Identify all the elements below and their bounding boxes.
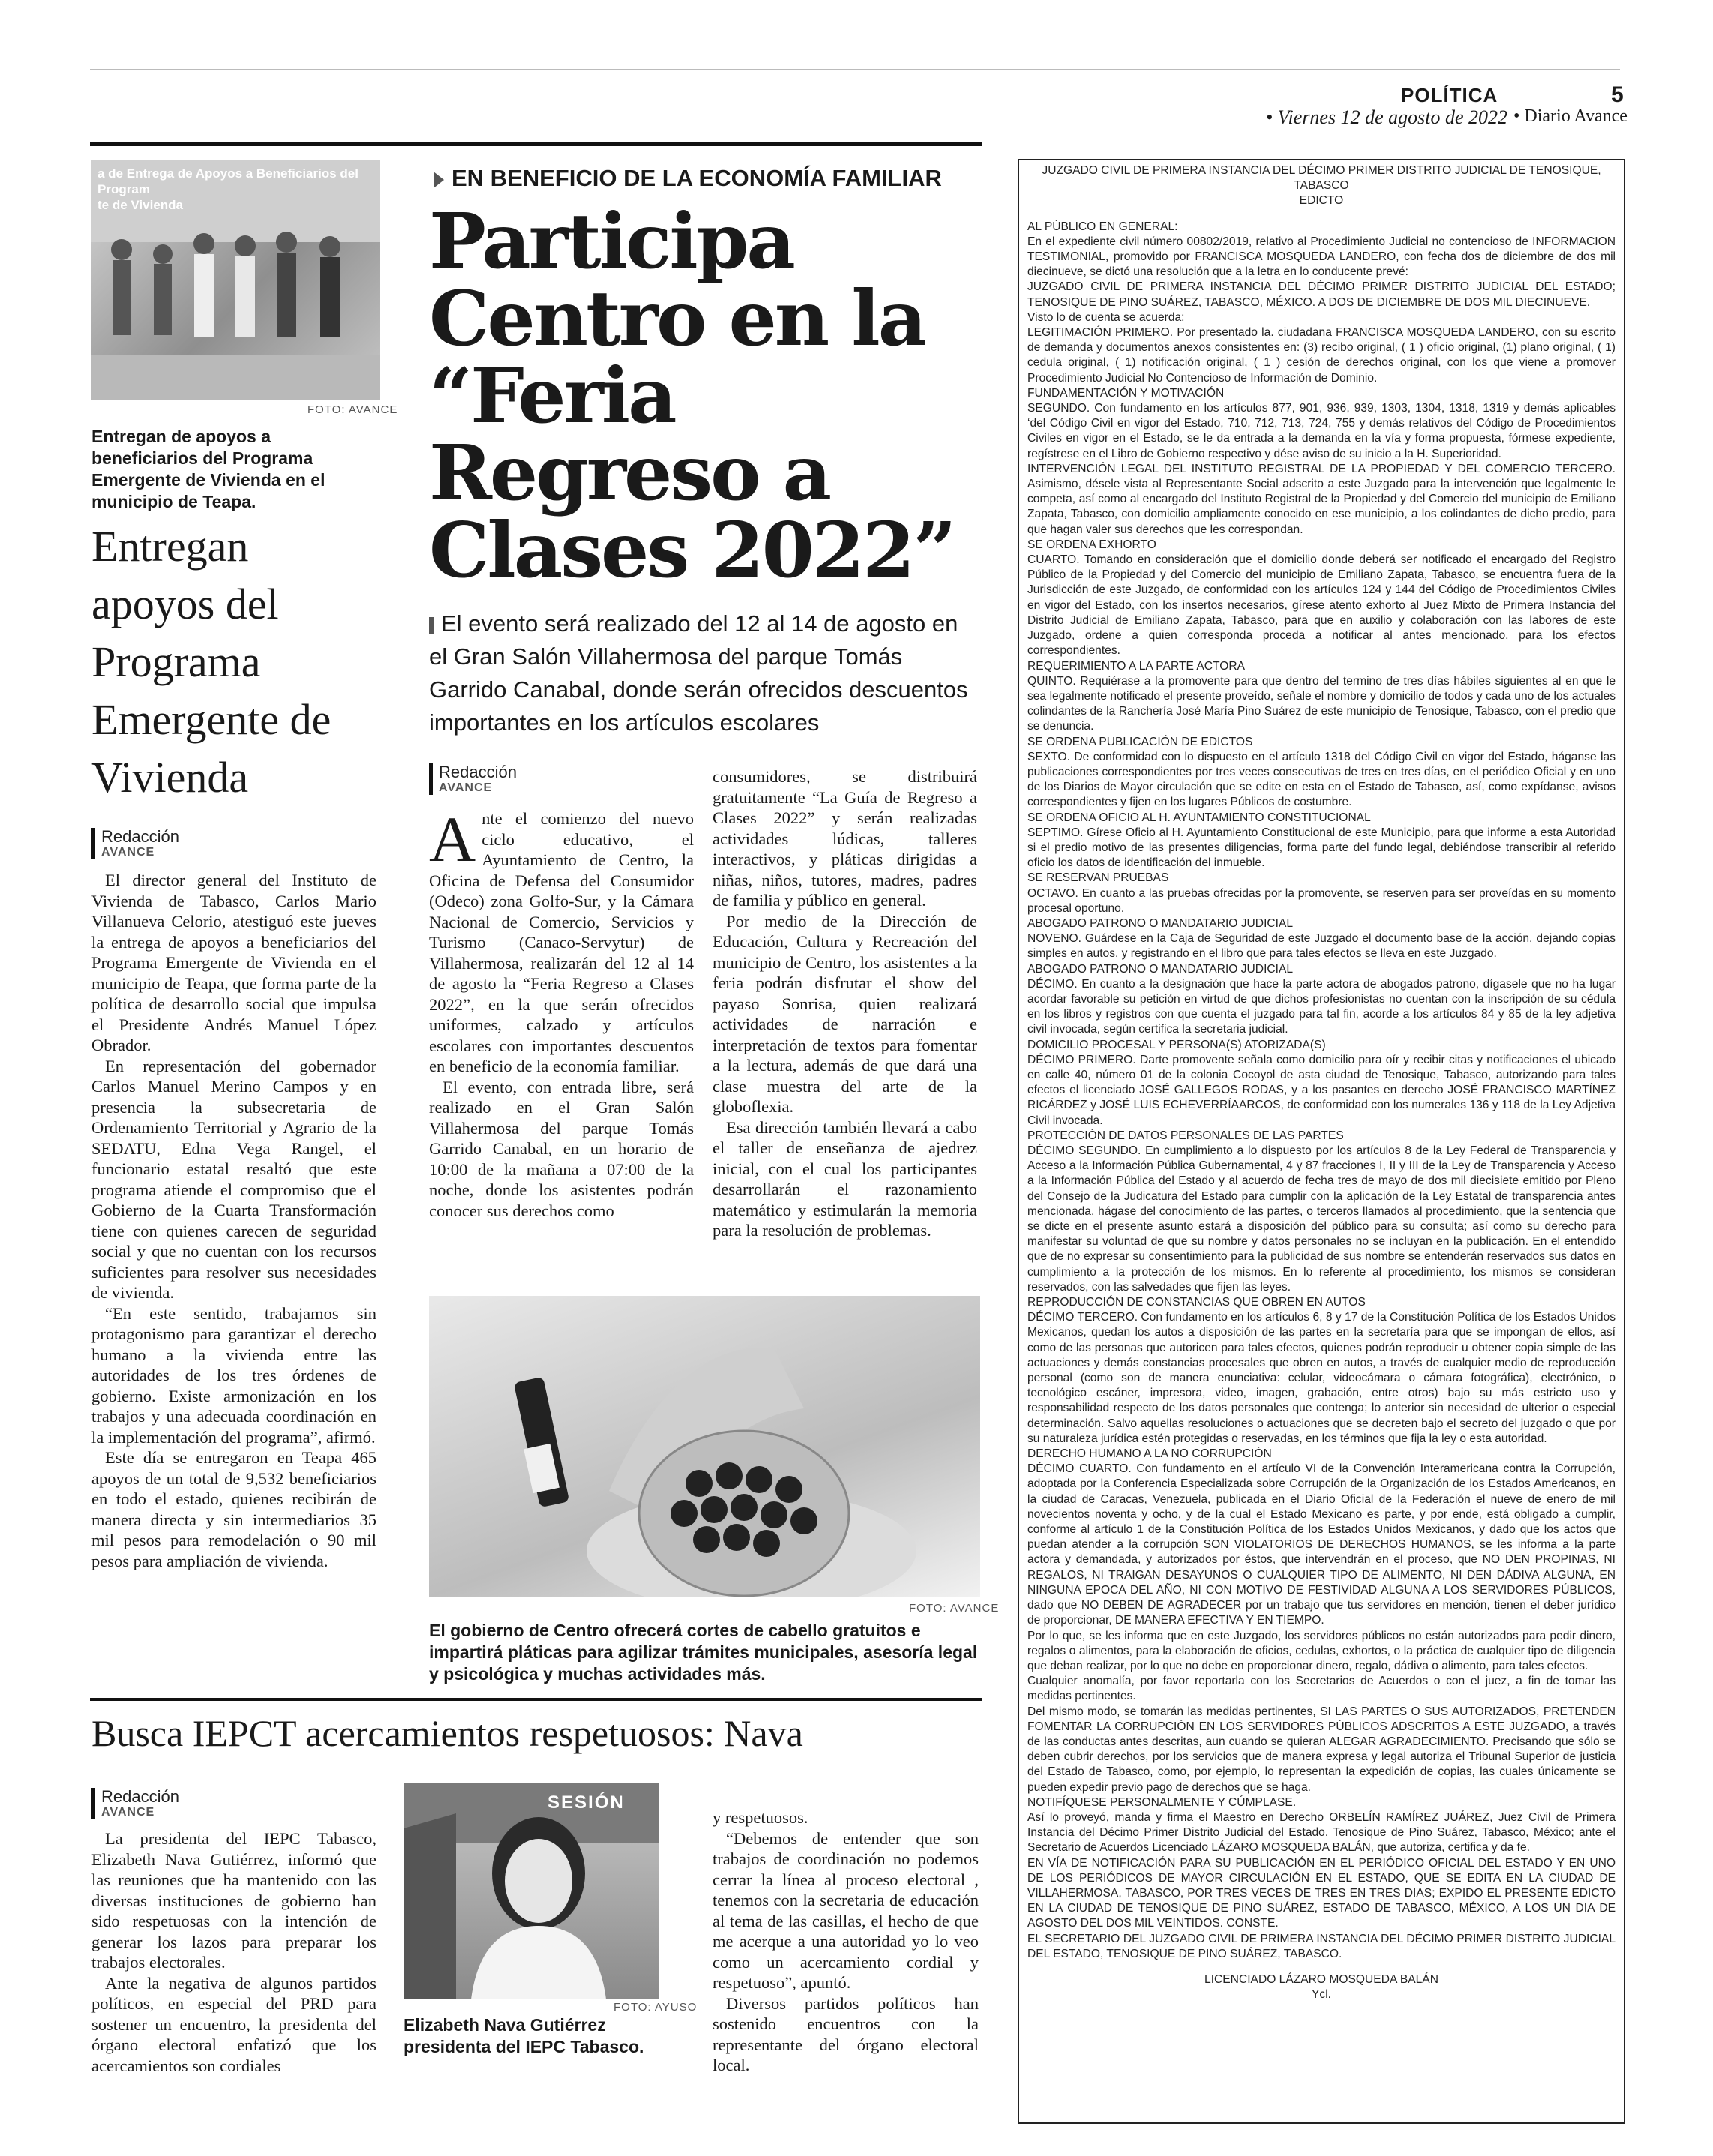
legal-notice-line: DÉCIMO SEGUNDO. En cumplimiento a lo dispuesto por los artículos 8 de la Ley Federal de Transparencia y Acceso a la Información Pública Gubernamental, 4 y 87 fracciones I, II y III de la Ley de Transparencia y Acceso a la Información Pública del Estado y al acuerdo de fecha tres de mayo de dos mil diecisiete emitido por Pleno del Consejo de la Judicatura del Estado para cumplir con la aplicación de la Ley Estatal de transparencia antes mencionada, hágase del conocimiento de las partes, o terceros llamados al procedimiento, que la sentencia que se dicte en el presente asunto estará a disposición del público para su consulta; así como su derecho para manifestar su voluntad de que su nombre y datos personales no se incluyan en la publicación. En el entendido que de no expresar su consentimiento para la publicidad de sus nombre se entenderán reservados sus datos en cumplimiento a la protección de los mismos. En lo referente al procedimiento, los mismos se consideran reservados, con las salvedades que fijen las leyes. [1028, 1144, 1616, 1294]
backdrop-sign: SESIÓN [548, 1792, 625, 1813]
legal-notice-line: EL SECRETARIO DEL JUZGADO CIVIL DE PRIMERA INSTANCIA DEL DÉCIMO PRIMER DISTRITO JUDICIAL DEL ESTADO, TENOSIQUE DE PINO SUÁREZ, TABASCO. [1028, 1932, 1616, 1960]
legal-notice-line: CUARTO. Tomando en consideración que el domicilio donde deberá ser notificado el encargado del Registro Público de la Propiedad y del Comercio del municipio de Emiliano Zapata, Tabasco, se encuentra fuera de la Jurisdicción de este Juzgado, de conformidad con los artículos 124 y 144 del Código de Procedimientos Civiles en vigor del Estado, con los insertos necesarios, gírese atento exhorto al Juez Mixto de Primera Instancia del Distrito Judicial de Emiliano Zapata, Tabasco, para que en auxilio y colaboración con las labores de este Juzgado, ordene a quien corresponda proceda a notificar al antes mencionado, para los efectos correspondientes. [1028, 553, 1616, 658]
bottom-col-2 [712, 1807, 979, 2076]
issue-date: • Viernes 12 de agosto de 2022 [1266, 106, 1508, 128]
crayons-photo [429, 1296, 980, 1597]
byline-name: Redacción [101, 827, 179, 846]
legal-notice-line: DÉCIMO. En cuanto a la designación que hace la parte actora de abogados patrono, dígasele que no ha lugar acordar favorable su petición en virtud de que dichos profesionistas no cuentan con la inscripción de su cédula en los libros y registros con que cuenta el juzgado para tal fin, acorde a los artículos 84 y 85 de la ley adjetiva civil invocada, según certifica la secretaria judicial. [1028, 977, 1616, 1036]
photo-banner-text: a de Entrega de Apoyos a Beneficiarios del Program te de Vivienda [98, 166, 358, 212]
bottom-byline [92, 1788, 179, 1819]
legal-notice-line [1028, 1962, 1616, 1972]
paragraph: El director general del Instituto de Vivienda de Tabasco, Carlos Mario Villanueva Celorio, atestiguó este jueves la entrega de apoyos a beneficiarios del Programa Emergente de Vivienda en el municipio de Teapa, que forma parte de la política de desarrollo social que impulsa el Presidente Andrés Manuel López Obrador. [92, 871, 376, 1054]
photo-credit: FOTO: AYUSO [614, 2001, 698, 2014]
paragraph: En representación del gobernador Carlos Manuel Merino Campos y en presencia la subsecretaria de Ordenamiento Territorial y Agrario de la SEDATU, Edna Vega Rangel, el funcionario estatal resaltó que este programa atiende el compromiso que el Gobierno de la Cuarta Transformación tiene con quienes carecen de seguridad social y que no cuentan con los recursos suficientes para resolver sus necesidades de vivienda. [92, 1056, 376, 1302]
paragraph: y respetuosos. [712, 1808, 808, 1827]
paragraph: Ante la negativa de algunos partidos políticos, en especial del PRD para sostener un encuentro, la presidenta del órgano electoral enfatizó que los acercamientos son cordiales [92, 1973, 376, 2075]
legal-notice-line: SEXTO. De conformidad con lo dispuesto en el artículo 1318 del Código Civil en vigor del Estado, háganse las publicaciones correspondientes por tres veces consecutivas de tres en tres días, en el periódico Oficial y en uno de los Diarios de Mayor circulación que se edite en esta en el Estado de Tabasco, así, como expídanse, avisos correspondientes y fijen en los lugares Públicos de costumbre. [1028, 750, 1616, 809]
page-number: 5 [1611, 82, 1624, 107]
legal-notice-line: NOVENO. Guárdese en la Caja de Seguridad de este Juzgado el documento base de la acción, dejando copias simples en autos, y registrando en el libro que para tales efectos se lleva en este Juzgado. [1028, 932, 1616, 961]
legal-notice-line: DÉCIMO PRIMERO. Darte promovente señala como domicilio para oír y recibir citas y notificaciones el ubicado en calle 40, número 01 de la colonia Cocoyol de asta ciudad de Tenosique, Tabasco, autorizando para tales efectos el licenciado JOSÉ GALLEGOS RODAS, y a los pasantes en derecho JOSÉ FRANCISCO MARTÍNEZ RICÁRDEZ y JOSÉ LUIS ECHEVERRÍAARCOS, de conformidad con los numerales 136 y 118 de la Ley Adjetiva Civil invocada. [1028, 1053, 1616, 1127]
legal-notice-line: NOTIFÍQUESE PERSONALMENTE Y CÚMPLASE. [1028, 1795, 1297, 1809]
legal-notice-line: REPRODUCCIÓN DE CONSTANCIAS QUE OBREN EN AUTOS [1028, 1296, 1366, 1309]
main-col-1 [429, 803, 694, 1221]
main-col-2 [712, 766, 977, 1241]
main-byline [429, 763, 517, 795]
byline-tag: AVANCE [101, 1806, 155, 1819]
legal-notice-line: Así lo proveyó, manda y firma el Maestro en Derecho ORBELÍN RAMÍREZ JUÁREZ, Juez Civil de Primera Instancia del Décimo Primer Distrito Judicial del Estado. Tenosique de Pino Suárez, Tabasco, México; ante el Secretario de Acuerdos Licenciado LÁZARO MOSQUEDA BALÁN, que autoriza, certifica y da fe. [1028, 1810, 1616, 1855]
bottom-rule [90, 1698, 982, 1701]
legal-notice-line: DOMICILIO PROCESAL Y PERSONA(S) ATORIZADA(S) [1028, 1038, 1326, 1051]
legal-notice-line: REQUERIMIENTO A LA PARTE ACTORA [1028, 659, 1246, 673]
photo-credit: FOTO: AVANCE [909, 1602, 1000, 1615]
legal-notice-line: Cualquier anomalía, por favor reportarla con los Secretarios de Acuerdos o con el juez, a fin de tomar las medidas pertinentes. [1028, 1675, 1616, 1703]
legal-notice-line: FUNDAMENTACIÓN Y MOTIVACIÓN [1028, 386, 1225, 400]
legal-notice-line: En el expediente civil número 00802/2019, relativo al Procedimiento Judicial no contencioso de INFORMACION TESTIMONIAL, promovido por FRANCISCA MOSQUEDA LANDERO, con fecha dos de diciembre de dos mil diecinueve, se dictó una resolución que a la letra en lo conducente prevé: [1028, 235, 1616, 279]
housing-event-photo [92, 160, 380, 400]
legal-notice-line: JUZGADO CIVIL DE PRIMERA INSTANCIA DEL DÉCIMO PRIMER DISTRITO JUDICIAL DE TENOSIQUE, TABASCO [1042, 164, 1601, 193]
legal-notice-line: AL PÚBLICO EN GENERAL: [1028, 220, 1178, 233]
byline-name: Redacción [101, 1787, 179, 1806]
legal-notice-line: Ycl. [1312, 1988, 1331, 2002]
legal-notice-line: SE RESERVAN PRUEBAS [1028, 871, 1169, 885]
left-headline: Entregan apoyos del Programa Emergente de Vivienda [92, 522, 332, 802]
paragraph: El evento, con entrada libre, será realizado en el Gran Salón Villahermosa del parque Tomás Garrido Canabal, en un horario de 10:00 de la mañana a 07:00 de la noche, donde los asistentes podrán conocer sus derechos como [429, 1077, 694, 1220]
legal-notice-line: DÉCIMO CUARTO. Con fundamento en el artículo VI de la Convención Interamericana contra la Corrupción, adoptada por la Conferencia Especializada sobre Corrupción de la Organización de los Estados Americanos, en la ciudad de Caracas, Venezuela, publicada en el Diario Oficial de la Federación el nueve de enero de mil novecientos noventa y ocho, y de la cual el Estado Mexicano es parte, y por ende, está obligado a cumplir, conforme al artículo 1 de la Constitución Política de los Estados Unidos Mexicanos, y dado que los actos que puedan atender a la corrupción SON VIOLATORIOS DE DERECHOS HUMANOS, se les informa a la parte actora y demandada, y autorizados por éstos, que intervendrán en el proceso, que NO DEN PROPINAS, NI REGALOS, NI TRAIGAN DESAYUNOS O CUALQUIER TIPO DE ALIMENTO, NI DEN DÁDIVA ALGUNA, EN NINGUNA EPOCA DEL AÑO, NI CON MOTIVO DE FESTIVIDAD ALGUNA A LOS SERVIDORES PÚBLICOS, dado que NO DEBEN DE AGRADECER por un trabajo que tus servidores en mención, tienen el deber jurídico de proporcionar, DE MANERA EFECTIVA Y EN TIEMPO. [1028, 1462, 1616, 1627]
top-rule [90, 69, 1620, 70]
legal-notice-line: JUZGADO CIVIL DE PRIMERA INSTANCIA DEL DÉCIMO PRIMER DISTRITO JUDICIAL DEL ESTADO; TENOSIQUE DE PINO SUÁREZ, TABASCO, MÉXICO. A DOS DE DICIEMBRE DE DOS MIL DIECINUEVE. [1028, 280, 1616, 309]
section-rule [90, 142, 982, 146]
bottom-headline: Busca IEPCT acercamientos respetuosos: Nava [92, 1712, 803, 1754]
subdeck [429, 607, 976, 739]
legal-notice-line: EN VÍA DE NOTIFICACIÓN PARA SU PUBLICACIÓN EN EL PERIÓDICO OFICIAL DEL ESTADO Y EN UNO DE LOS PERIÓDICOS DE MAYOR CIRCULACIÓN EN EL ESTADO, QUE SE EDITA EN LA CIUDAD DE VILLAHERMOSA, TABASCO, POR TRES VECES DE TRES EN TRES DIAS; EXPIDO EL PRESENTE EDICTO EN LA CIUDAD DE TENOSIQUE DE PINO SUÁREZ, ESTADO DE TABASCO, MÉXICO, A LOS UN DIA DE AGOSTO DEL DOS MIL VEINTIDOS. CONSTE. [1028, 1856, 1616, 1930]
paragraph: Diversos partidos políticos han sostenido encuentros con la representante del órgano electoral local. [712, 1993, 979, 2074]
left-body [92, 870, 376, 1571]
photo-caption: El gobierno de Centro ofrecerá cortes de cabello gratuitos e impartirá pláticas para agilizar trámites municipales, asesoría legal y psicológica y muchas actividades más. [429, 1621, 978, 1684]
byline-tag: AVANCE [439, 781, 493, 794]
legal-notice-line: QUINTO. Requiérase a la promovente para que dentro del termino de tres días hábiles siguientes al en que le sea legalmente notificado el presente proveído, señale el nombre y domicilio de todos y cada uno de los actuales colindantes de la Ranchería José María Pino Suárez de este municipio de Tenosique, Tabasco, con el predio que se denuncia. [1028, 674, 1616, 733]
nava-portrait-photo [404, 1783, 658, 1999]
photo-caption: Entregan de apoyos a beneficiarios del Programa Emergente de Vivienda en el municipio de Teapa. [92, 427, 326, 511]
legal-notice-line: SEPTIMO. Gírese Oficio al H. Ayuntamiento Constitucional de este Municipio, para que informe a esta Autoridad si el predio motivo de las presentes diligencias, forma parte del fundo legal, debiéndose transcribir al referido oficio los datos de identificación del inmueble. [1028, 826, 1616, 870]
left-byline [92, 828, 179, 859]
paper-name: • Diario Avance [1514, 106, 1628, 126]
legal-notice-line: Del mismo modo, se tomarán las medidas pertinentes, SI LAS PARTES O SUS AUTORIZADOS, PRETENDEN FOMENTAR LA CORRUPCIÓN EN LOS SERVIDORES PÚBLICOS ADSCRITOS A ESTE JUZGADO, a través de las conductas antes descritas, aun cuando se quieran ALEGAR AGRADECIMIENTO. Precisando que sólo se deben cubrir derechos, por los servicios que de manera expresa y legal autoriza el Tribunal Superior de justicia del Estado de Tabasco, como, por ejemplo, lo representan la expedición de copias, las cuales únicamente se pueden expedir previo pago de derechos que se haga. [1028, 1705, 1616, 1794]
legal-notice-line: Visto lo de cuenta se acuerda: [1028, 310, 1185, 324]
legal-notice-text [1028, 163, 1616, 2002]
byline-name: Redacción [439, 763, 517, 781]
legal-notice-line: LICENCIADO LÁZARO MOSQUEDA BALÁN [1204, 1972, 1438, 1986]
main-headline: Participa Centro en la “Feria Regreso a Clases 2022” [429, 196, 955, 595]
legal-notice-line: OCTAVO. En cuanto a las pruebas ofrecidas por la promovente, se reserven para ser proveídas en su momento procesal oportuno. [1028, 886, 1616, 915]
paragraph: “Debemos de entender que son trabajos de coordinación no podemos cerrar la línea al proceso electoral , tenemos con la secretaria de educación al tema de las casillas, el hecho de que me acerque a una autoridad yo lo veo como un acercamiento cordial y respetuoso”, apuntó. [712, 1828, 979, 1992]
legal-notice-line: SE ORDENA OFICIO AL H. AYUNTAMIENTO CONSTITUCIONAL [1028, 811, 1371, 824]
kicker [434, 165, 942, 192]
paragraph: “En este sentido, trabajamos sin protagonismo para garantizar el derecho humano a la vivienda entre las autoridades de los tres órdenes de gobierno. Existe armonización en los trabajos y una adecuada coordinación en la implementación del programa”, afirmó. [92, 1303, 376, 1447]
legal-notice-line: INTERVENCIÓN LEGAL DEL INSTITUTO REGISTRAL DE LA PROPIEDAD Y DEL COMERCIO TERCERO. Asimismo, désele vista al Representante Social adscrito a este Juzgado para la intervención que legalmente le competa, así como al encargado del Instituto Registral de la Propiedad y del Comercio del municipio de Emiliano Zapata, Tabasco, con domicilio ampliamente conocido en ese municipio, a los colindantes de dicho predio, para que hagan valer sus derechos que les correspondan. [1028, 462, 1616, 536]
paragraph-text: nte el comienzo del nuevo ciclo educativo, el Ayuntamiento de Centro, la Oficina de Defensa del Consumidor (Odeco) zona Golfo-Sur, y la Cámara Nacional de Comercio, Servicios y Turismo (Canaco-Servytur) de Villahermosa, realizarán del 12 al 14 de agosto la “Feria Regreso a Clases 2022”, en la que serán ofrecidos uniformes, calzado y artículos escolares con importantes descuentos en beneficio de la economía familiar. [429, 809, 694, 1075]
paragraph [429, 803, 694, 1077]
paragraph: Este día se entregaron en Teapa 465 apoyos de un total de 9,532 beneficiarios en todo el estado, quienes recibirán de manera directa y sin intermediarios 35 mil pesos para remodelación o 90 mil pesos para ampliación de vivienda. [92, 1448, 376, 1570]
deck-marker-icon [429, 617, 434, 634]
kicker-text: EN BENEFICIO DE LA ECONOMÍA FAMILIAR [452, 165, 942, 191]
legal-notice-line [1028, 209, 1616, 220]
legal-notice-line: Por lo que, se les informa que en este Juzgado, los servidores públicos no están autorizados para pedir dinero, regalos o alimentos, para la elaboración de oficios, cedulas, exhortos, o la práctica de cualquier tipo de diligencia que deban realizar, por lo que no debe en proporcionar dinero, regalo, dádiva o alimento, para tales efectos. [1028, 1629, 1616, 1672]
section-label: POLÍTICA [1401, 84, 1498, 106]
drop-cap: A [429, 803, 476, 875]
legal-notice-line: DÉCIMO TERCERO. Con fundamento en los artículos 6, 8 y 17 de la Constitución Política de los Estados Unidos Mexicanos, quedan los autos a disposición de las partes en la secretaría para que se impongan de ellos, así como de las personas que autoricen para tales efectos, quienes podrán reproducir u obtener copia simple de las actuaciones y demás constancias procesales que obren en autos, a través de cualquier medio de reproducción personal (como son de manera enunciativa: celular, videocámara o cámara fotográfica), electrónico, o tecnológico escáner, impresora, video, imagen, grabación, entre otros) bajo su más estricto uso y responsabilidad respecto de los datos personales que contenga; lo anterior sin necesidad de ulterior o especial determinación. Salvo aquellas resoluciones o actuaciones que se decreten bajo el secreto del juzgado o que por su naturaleza jurídica estén protegidas o reservadas, en los términos que fija la ley o esta autoridad. [1028, 1311, 1616, 1445]
byline-tag: AVANCE [101, 846, 155, 859]
legal-notice-line: ABOGADO PATRONO O MANDATARIO JUDICIAL [1028, 916, 1294, 930]
legal-notice-line: PROTECCIÓN DE DATOS PERSONALES DE LAS PARTES [1028, 1129, 1344, 1142]
legal-notice-line: DERECHO HUMANO A LA NO CORRUPCIÓN [1028, 1447, 1272, 1461]
legal-notice-line: SE ORDENA EXHORTO [1028, 538, 1156, 551]
kicker-arrow-icon [434, 172, 444, 188]
subdeck-text: El evento será realizado del 12 al 14 de agosto en el Gran Salón Villahermosa del parque Tomás Garrido Canabal, donde serán ofrecidos descuentos importantes en los artículos escolares [429, 610, 968, 736]
legal-notice-line: EDICTO [1299, 194, 1344, 208]
legal-notice-line: SE ORDENA PUBLICACIÓN DE EDICTOS [1028, 735, 1253, 748]
paragraph: consumidores, se distribuirá gratuitamente “La Guía de Regreso a Clases 2022” y serán realizadas actividades lúdicas, talleres interactivos, y pláticas dirigidas a niñas, niños, tutores, madres, padres de familia y público en general. [712, 767, 977, 910]
paragraph: La presidenta del IEPC Tabasco, Elizabeth Nava Gutiérrez, informó que las reuniones que ha mantenido con las diversas instituciones de gobierno han sido respetuosas con la intención de generar los lazos para preparar los trabajos electorales. [92, 1829, 376, 1972]
legal-notice-line: ABOGADO PATRONO O MANDATARIO JUDICIAL [1028, 962, 1294, 976]
photo-credit: FOTO: AVANCE [308, 403, 398, 416]
paragraph: Por medio de la Dirección de Educación, Cultura y Recreación del municipio de Centro, los asistentes a la feria podrán disfrutar el show del payaso Sonrisa, quien realizará actividades de narración e interpretación de textos para fomentar a la lectura, además de que dará una clase muestra del arte de la globoflexia. [712, 911, 977, 1116]
legal-notice-line: LEGITIMACIÓN PRIMERO. Por presentado la. ciudadana FRANCISCA MOSQUEDA LANDERO, con su escrito de demanda y documentos anexos consistentes en: (3) recibo original, ( 1 ) oficio original, (1) plano original, ( 1) cedula original, ( 1) notificación original, ( 1 ) cesión de derechos original, con los que viene a promover Procedimiento Judicial No Contencioso de Información de Dominio. [1028, 326, 1616, 385]
bottom-col-1 [92, 1828, 376, 2076]
legal-notice-line: SEGUNDO. Con fundamento en los artículos 877, 901, 936, 939, 1303, 1304, 1318, 1319 y demás aplicables ‘del Código Civil en vigor del Estado, 710, 712, 713, 724, 755 y demás relativos del Código de Procedimientos Civiles en vigor en el Estado, se le da entrada a la demanda en la vía y forma propuesta, fórmese expediente, regístrese en el Libro de Gobierno respectivo y dése aviso de su inicio a la H. Superioridad. [1028, 402, 1616, 460]
paragraph: Esa dirección también llevará a cabo el taller de enseñanza de ajedrez inicial, con el cual los participantes desarrollarán el razonamiento matemático y estimularán la memoria para la resolución de problemas. [712, 1117, 977, 1240]
photo-caption: Elizabeth Nava Gutiérrez presidenta del IEPC Tabasco. [404, 2015, 644, 2056]
